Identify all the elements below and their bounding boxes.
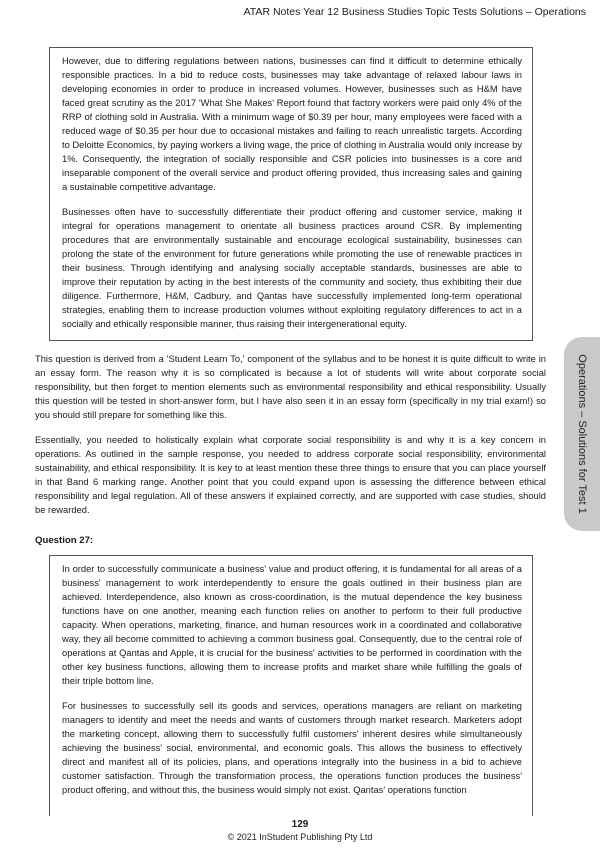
- page-number: 129: [291, 819, 309, 830]
- sample-answer-box: [49, 47, 533, 341]
- sample-paragraph: For businesses to successfully sell its goods and services, operations managers are reliant on marketing managers to identify and meet the needs and wants of customers through market research. Marketers adopt the marketing concept, allowing them to successfully fulfil customers' inherent desires while simultaneously achieving the business' social, environmental, and economic goals. This allows the business to effectively direct and manifest all of its policies, plans, and operations integrally into the business in a bid to achieve customer satisfaction. Through the transformation process, the operations function produces the business' product offering, and without this, the business would simply not exist. Qantas' operations function: [62, 701, 522, 795]
- running-header: ATAR Notes Year 12 Business Studies Topic Tests Solutions – Operations: [243, 6, 586, 18]
- sample-paragraph: In order to successfully communicate a business' value and product offering, it is fundamental for all areas of a business' management to work interdependently to ensure the goals outlined in their business plan are achieved. Interdependence, also known as cross-coordination, is the mutual dependence the key business functions have on one another, meaning each function relies on another to perform to their full productive capacity. When operations, marketing, finance, and human resources work in a coordinated and collaborative way, they all become committed to achieving a common business goal. Consequently, due to the central role of operations at Qantas and Apple, it is crucial for the business' activities to be performed in coordination with the other key business functions, allowing them to increase profits and market share while fulfilling the goals of their triple bottom line.: [62, 564, 522, 686]
- commentary-paragraph: Essentially, you needed to holistically explain what corporate social responsibility is and why it is a key concern in operations. As outlined in the sample response, you needed to address corporate social responsibility, environmental sustainability, and ethical responsibility. It is key to at least mention these three things to ensure that you can place yourself in that Band 6 marking range. Another point that you could expand upon is assessing the difference between ethical responsibility and legal regulation. All of these answers if explained correctly, and are supported with case studies, should be rewarded.: [35, 435, 546, 515]
- copyright-notice: © 2021 InStudent Publishing Pty Ltd: [227, 832, 373, 842]
- sample-answer-box: [49, 555, 533, 816]
- question-heading: Question 27:: [35, 535, 94, 546]
- section-side-tab: [564, 337, 600, 531]
- sample-paragraph: Businesses often have to successfully differentiate their product offering and customer service, making it integral for operations management to orientate all business practices around CSR. By implementing procedures that are environmentally sustainable and encourage ecological sustainability, businesses can prolong the state of the environment for future generations while promoting the use of renewable practices in their business. Through identifying and analysing socially acceptable standards, businesses are able to improve their reputation by acting in the best interests of the community and society, thus exhibiting their due diligence. Furthermore, H&M, Cadbury, and Qantas have successfully implemented long-term operational strategies, enabling them to increase production volumes without exploiting regulatory differences to act in a socially and ethically responsible manner, thus raising their intergenerational equity.: [62, 207, 522, 329]
- side-tab-label: Operations – Solutions for Test 1: [576, 354, 588, 514]
- commentary-section: [35, 352, 546, 528]
- commentary-paragraph: This question is derived from a 'Student Learn To,' component of the syllabus and to be honest it is quite difficult to write in an essay form. The reason why it is so complicated is because a lot of students will write about corporate social responsibility, but then forget to mention elements such as environmental responsibility and ethical responsibility. Usually this question will be tested in short-answer form, but I have also seen it in an essay form (specifically in my trial exam!) so you should still prepare for something like this.: [35, 354, 546, 420]
- sample-paragraph: However, due to differing regulations between nations, businesses can find it difficult to determine ethically responsible practices. In a bid to reduce costs, businesses may take advantage of relaxed labour laws in developing economies in order to produce in increased volumes. However, businesses such as H&M have faced great scrutiny as the 2017 'What She Makes' Report found that factory workers were paid only 4% of the RRP of clothing sold in Australia. With a minimum wage of $0.39 per hour, many employees were faced with a reduced wage of $0.35 per hour due to occasional mistakes and failing to reach unrealistic targets. According to Deloitte Economics, by paying workers a living wage, the price of clothing in Australia would only increase by 1%. Consequently, the integration of socially responsible and CSR policies into businesses is a core and inseparable component of the overall service and product offering provided, thus increasing sales and gaining a sustainable competitive advantage.: [62, 56, 522, 192]
